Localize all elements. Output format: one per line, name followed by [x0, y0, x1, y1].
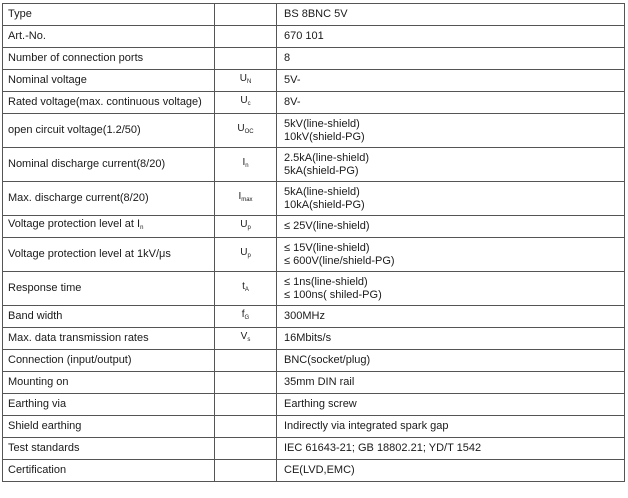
spec-row	[3, 92, 625, 114]
value-line: CE(LVD,EMC)	[284, 464, 355, 476]
symbol-cell	[215, 272, 277, 306]
spec-row	[3, 372, 625, 394]
symbol-cell	[215, 460, 277, 482]
value-cell	[277, 328, 625, 350]
param-name-subscript: n	[140, 225, 144, 231]
symbol-cell	[215, 216, 277, 238]
value-line: ≤ 1ns(line-shield)	[284, 275, 368, 288]
symbol-subscript: c	[247, 101, 251, 107]
param-name: Band width	[8, 310, 63, 322]
spec-row	[3, 328, 625, 350]
symbol: V	[240, 331, 248, 342]
param-name: Connection (input/output)	[8, 354, 132, 366]
value-line: Earthing screw	[284, 398, 357, 410]
param-name-cell	[3, 4, 215, 26]
param-name-cell	[3, 460, 215, 482]
param-name-cell	[3, 48, 215, 70]
symbol: U	[239, 73, 247, 84]
param-name-cell	[3, 182, 215, 216]
spec-row	[3, 26, 625, 48]
value-line: 10kA(shield-PG)	[284, 198, 365, 211]
param-name: Nominal discharge current(8/20)	[8, 158, 166, 170]
param-name-cell	[3, 272, 215, 306]
spec-row	[3, 4, 625, 26]
spec-row	[3, 460, 625, 482]
value-cell	[277, 394, 625, 416]
symbol-cell	[215, 438, 277, 460]
value-line: 5kA(line-shield)	[284, 185, 360, 198]
value-cell	[277, 272, 625, 306]
param-name-cell	[3, 216, 215, 238]
value-line: 5V-	[284, 74, 301, 86]
param-name-cell	[3, 114, 215, 148]
value-cell	[277, 306, 625, 328]
param-name: Max. data transmission rates	[8, 332, 149, 344]
symbol: f	[241, 309, 245, 320]
value-line: 16Mbits/s	[284, 332, 332, 344]
value-line: 300MHz	[284, 310, 325, 322]
value-line: 5kA(shield-PG)	[284, 164, 359, 177]
symbol: U	[237, 123, 245, 134]
value-line: BS 8BNC 5V	[284, 8, 348, 20]
param-name-cell	[3, 372, 215, 394]
symbol-subscript: A	[244, 287, 249, 293]
symbol-cell	[215, 350, 277, 372]
param-name: Type	[8, 8, 32, 20]
value-cell	[277, 26, 625, 48]
param-name: Rated voltage(max. continuous voltage)	[8, 96, 202, 108]
symbol-subscript: p	[247, 253, 251, 259]
value-line: ≤ 100ns( shiled-PG)	[284, 288, 382, 301]
param-name: Max. discharge current(8/20)	[8, 192, 149, 204]
spec-row	[3, 114, 625, 148]
value-cell	[277, 92, 625, 114]
symbol-subscript: s	[247, 337, 251, 343]
spec-row	[3, 416, 625, 438]
symbol-cell	[215, 26, 277, 48]
value-cell	[277, 238, 625, 272]
value-cell	[277, 48, 625, 70]
param-name-cell	[3, 328, 215, 350]
value-line: 5kV(line-shield)	[284, 117, 360, 130]
param-name: Mounting on	[8, 376, 69, 388]
symbol-cell	[215, 416, 277, 438]
param-name-cell	[3, 416, 215, 438]
param-name: Number of connection ports	[8, 52, 144, 64]
value-cell	[277, 438, 625, 460]
param-name-cell	[3, 394, 215, 416]
param-name: Response time	[8, 282, 82, 294]
symbol-subscript: OC	[244, 129, 254, 135]
symbol-cell	[215, 4, 277, 26]
value-line: 8	[284, 52, 291, 64]
value-cell	[277, 182, 625, 216]
value-cell	[277, 372, 625, 394]
symbol: U	[240, 247, 248, 258]
symbol: t	[242, 281, 245, 292]
spec-table	[2, 3, 625, 482]
spec-row	[3, 216, 625, 238]
value-line: IEC 61643-21; GB 18802.21; YD/T 1542	[284, 442, 482, 454]
param-name: Art.-No.	[8, 30, 46, 42]
spec-row	[3, 438, 625, 460]
value-line: ≤ 25V(line-shield)	[284, 220, 370, 232]
symbol-cell	[215, 92, 277, 114]
param-name: Test standards	[8, 442, 80, 454]
value-line: 670 101	[284, 30, 324, 42]
spec-row	[3, 148, 625, 182]
symbol-subscript: N	[246, 79, 252, 85]
symbol-subscript: p	[247, 225, 251, 231]
value-line: 35mm DIN rail	[284, 376, 355, 388]
symbol-cell	[215, 328, 277, 350]
param-name-cell	[3, 148, 215, 182]
symbol-cell	[215, 48, 277, 70]
symbol-subscript: G	[244, 315, 250, 321]
symbol-cell	[215, 182, 277, 216]
spec-row	[3, 70, 625, 92]
param-name: Voltage protection level at 1kV/μs	[8, 248, 171, 260]
param-name: Nominal voltage	[8, 74, 87, 86]
spec-row	[3, 48, 625, 70]
value-line: ≤ 600V(line/shield-PG)	[284, 254, 395, 267]
spec-table-body	[3, 4, 625, 482]
symbol-cell	[215, 238, 277, 272]
value-cell	[277, 460, 625, 482]
param-name-cell	[3, 350, 215, 372]
param-name-cell	[3, 238, 215, 272]
value-line: 10kV(shield-PG)	[284, 130, 365, 143]
value-cell	[277, 416, 625, 438]
spec-row	[3, 306, 625, 328]
value-cell	[277, 114, 625, 148]
symbol: U	[240, 219, 248, 230]
value-cell	[277, 70, 625, 92]
spec-row	[3, 182, 625, 216]
value-cell	[277, 4, 625, 26]
param-name-cell	[3, 438, 215, 460]
symbol-cell	[215, 394, 277, 416]
symbol-cell	[215, 372, 277, 394]
symbol-cell	[215, 148, 277, 182]
param-name-cell	[3, 70, 215, 92]
value-cell	[277, 148, 625, 182]
spec-row	[3, 272, 625, 306]
symbol-cell	[215, 306, 277, 328]
param-name: open circuit voltage(1.2/50)	[8, 124, 141, 136]
value-cell	[277, 216, 625, 238]
value-line: Indirectly via integrated spark gap	[284, 420, 449, 432]
symbol: U	[240, 95, 248, 106]
param-name-cell	[3, 306, 215, 328]
value-line: 2.5kA(line-shield)	[284, 151, 369, 164]
spec-row	[3, 394, 625, 416]
value-line: ≤ 15V(line-shield)	[284, 241, 370, 254]
param-name: Earthing via	[8, 398, 67, 410]
param-name-cell	[3, 92, 215, 114]
param-name: Voltage protection level at I	[8, 218, 141, 230]
symbol: I	[242, 157, 246, 168]
value-cell	[277, 350, 625, 372]
param-name: Shield earthing	[8, 420, 82, 432]
param-name: Certification	[8, 464, 67, 476]
symbol-subscript: n	[245, 163, 249, 169]
value-line: BNC(socket/plug)	[284, 354, 371, 366]
symbol-subscript: max	[241, 197, 253, 203]
symbol: I	[238, 191, 242, 202]
param-name-cell	[3, 26, 215, 48]
symbol-cell	[215, 70, 277, 92]
value-line: 8V-	[284, 96, 301, 108]
spec-row	[3, 350, 625, 372]
spec-row	[3, 238, 625, 272]
symbol-cell	[215, 114, 277, 148]
